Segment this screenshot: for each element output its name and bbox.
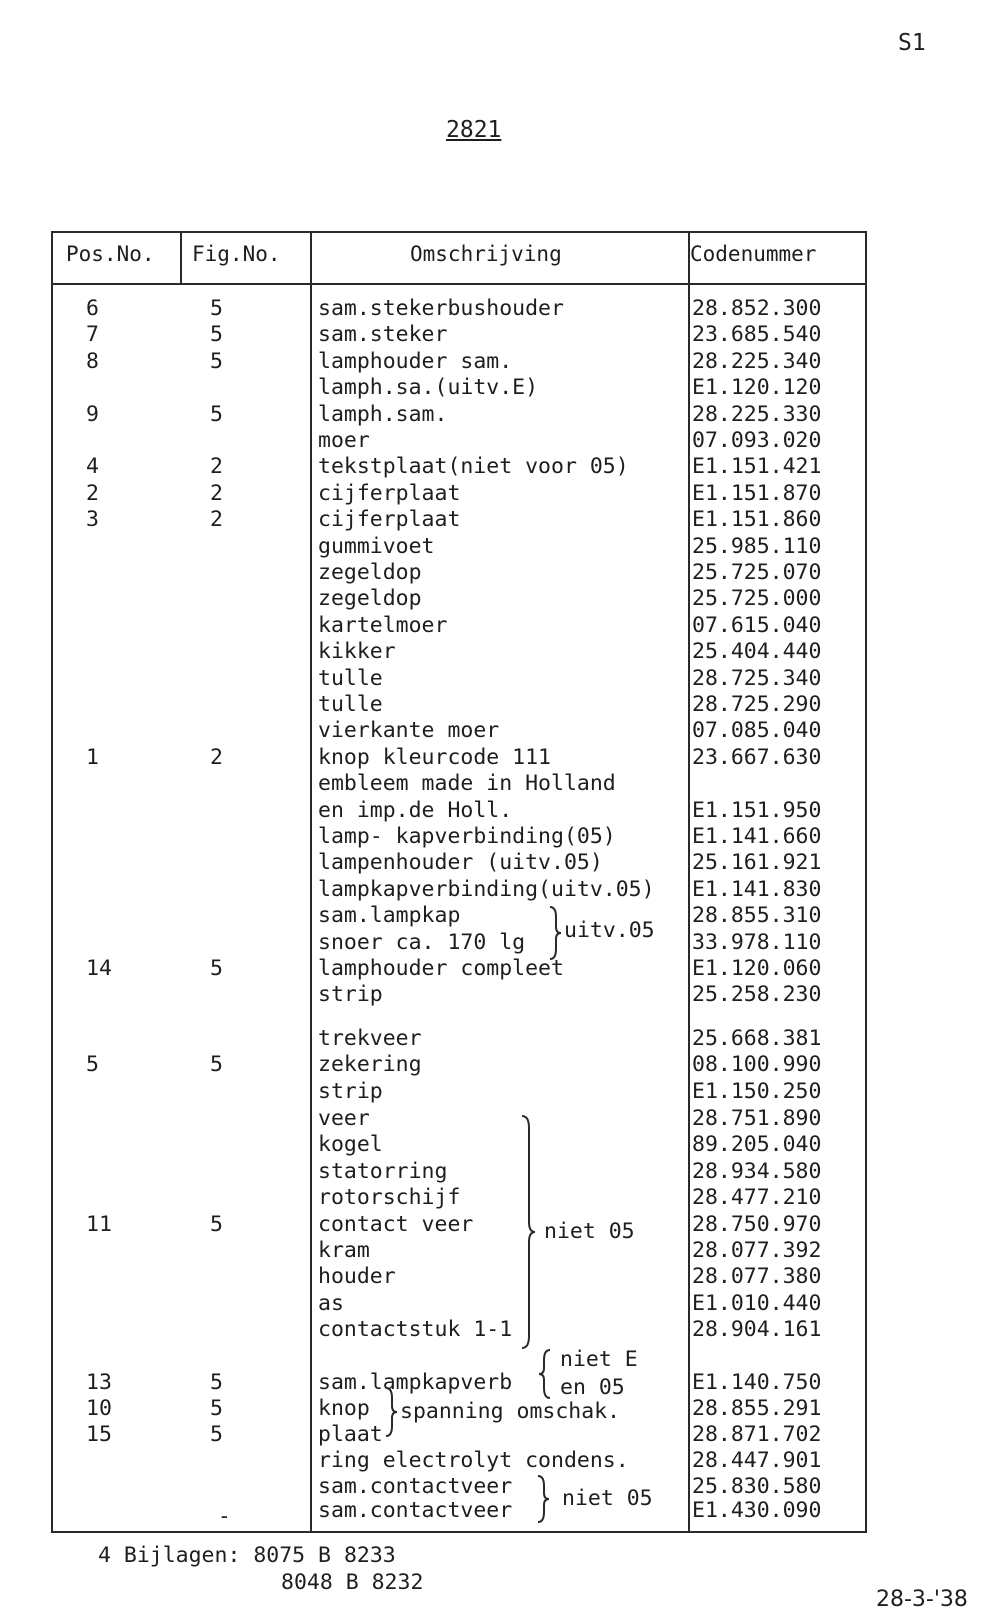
row-description: sam.contactveer: [318, 1498, 513, 1523]
row-code-number: 25.668.381: [692, 1026, 822, 1051]
row-description: tulle: [318, 692, 383, 717]
row-description: knop: [318, 1396, 370, 1421]
row-description: lamph.sam.: [318, 401, 448, 427]
row-pos-no: 10: [86, 1396, 112, 1421]
brace-uitv05: [548, 905, 562, 961]
row-code-number: E1.120.060: [692, 956, 822, 981]
row-code-number: 28.077.392: [692, 1238, 822, 1263]
footer-line-2: 8048 B 8232: [281, 1570, 424, 1595]
row-fig-no: 5: [210, 401, 223, 427]
row-description: strip: [318, 1078, 383, 1104]
row-description: statorring: [318, 1158, 448, 1184]
footer-line-1: 4 Bijlagen: 8075 B 8233: [98, 1543, 396, 1568]
column-divider-desc-code: [688, 231, 690, 1533]
row-description: sam.steker: [318, 322, 448, 348]
row-code-number: 25.830.580: [692, 1474, 822, 1499]
row-pos-no: 8: [86, 348, 99, 374]
header-divider: [51, 283, 867, 285]
row-code-number: 25.161.921: [692, 850, 822, 876]
row-description: plaat: [318, 1422, 383, 1447]
note-uitv05: uitv.05: [564, 918, 655, 943]
row-pos-no: 3: [86, 507, 99, 533]
header-code-number: Codenummer: [690, 242, 817, 266]
row-description: contactstuk 1-1: [318, 1317, 513, 1343]
row-description: sam.lampkap: [318, 903, 461, 929]
row-code-number: 28.225.330: [692, 401, 822, 427]
row-description: trekveer: [318, 1026, 422, 1051]
fig-dash: -: [218, 1504, 231, 1528]
row-description: embleem made in Holland: [318, 771, 616, 797]
document-title: 2821: [446, 117, 502, 143]
row-description: zegeldop: [318, 586, 422, 612]
row-description: zegeldop: [318, 560, 422, 585]
note-niet05-contactveer: niet 05: [562, 1486, 653, 1511]
row-code-number: E1.010.440: [692, 1290, 822, 1316]
row-description: kogel: [318, 1132, 383, 1158]
note-en-05: en 05: [560, 1375, 625, 1400]
row-description: lampenhouder (uitv.05): [318, 850, 603, 876]
document-date: 28-3-'38: [876, 1587, 968, 1612]
brace-spanning: [384, 1386, 398, 1438]
note-niet05-group: niet 05: [544, 1219, 635, 1244]
column-divider-fig-desc: [310, 231, 312, 1533]
brace-niet-e-en-05: [538, 1348, 552, 1400]
brace-niet05-contactveer: [536, 1474, 550, 1524]
row-code-number: 28.477.210: [692, 1185, 822, 1211]
row-fig-no: 2: [210, 454, 223, 480]
row-code-number: 07.615.040: [692, 612, 822, 638]
row-description: lamp- kapverbinding(05): [318, 824, 616, 849]
row-code-number: 33.978.110: [692, 929, 822, 955]
row-code-number: E1.141.660: [692, 824, 822, 849]
row-fig-no: 2: [210, 744, 223, 770]
row-description: knop kleurcode 111: [318, 744, 551, 770]
row-code-number: 25.404.440: [692, 639, 822, 665]
row-code-number: 89.205.040: [692, 1132, 822, 1158]
row-description: kram: [318, 1238, 370, 1263]
row-pos-no: 14: [86, 956, 112, 981]
row-code-number: E1.151.950: [692, 797, 822, 823]
row-fig-no: 5: [210, 348, 223, 374]
row-description: sam.stekerbushouder: [318, 296, 564, 321]
row-code-number: 25.725.070: [692, 560, 822, 585]
row-code-number: 28.904.161: [692, 1317, 822, 1343]
row-code-number: E1.430.090: [692, 1498, 822, 1523]
row-code-number: 28.225.340: [692, 348, 822, 374]
row-pos-no: 15: [86, 1422, 112, 1447]
row-description: kikker: [318, 639, 396, 665]
row-description: cijferplaat: [318, 507, 461, 533]
row-description: ring electrolyt condens.: [318, 1448, 629, 1473]
row-description: sam.lampkapverb: [318, 1370, 513, 1395]
row-fig-no: 5: [210, 1052, 223, 1078]
row-code-number: 28.871.702: [692, 1422, 822, 1447]
row-code-number: E1.140.750: [692, 1370, 822, 1395]
row-pos-no: 13: [86, 1370, 112, 1395]
row-code-number: 08.100.990: [692, 1052, 822, 1078]
row-code-number: 28.751.890: [692, 1106, 822, 1131]
row-fig-no: 2: [210, 507, 223, 533]
row-code-number: E1.150.250: [692, 1078, 822, 1104]
page-number: S1: [898, 30, 926, 56]
row-code-number: 23.685.540: [692, 322, 822, 348]
row-description: tekstplaat(niet voor 05): [318, 454, 629, 480]
row-description: tulle: [318, 665, 383, 691]
row-fig-no: 5: [210, 1422, 223, 1447]
row-code-number: 28.934.580: [692, 1158, 822, 1184]
row-description: lamph.sa.(uitv.E): [318, 375, 539, 401]
row-description: houder: [318, 1264, 396, 1290]
row-fig-no: 2: [210, 480, 223, 506]
row-description: kartelmoer: [318, 612, 448, 638]
footer-attachments: [98, 1542, 423, 1596]
row-code-number: 28.855.291: [692, 1396, 822, 1421]
row-code-number: 28.077.380: [692, 1264, 822, 1290]
row-description: sam.contactveer: [318, 1474, 513, 1499]
row-code-number: 07.085.040: [692, 718, 822, 744]
row-code-number: E1.151.421: [692, 454, 822, 480]
row-pos-no: 5: [86, 1052, 99, 1078]
row-pos-no: 7: [86, 322, 99, 348]
row-code-number: E1.120.120: [692, 375, 822, 401]
row-description: gummivoet: [318, 533, 435, 559]
row-description: lampkapverbinding(uitv.05): [318, 876, 655, 902]
row-pos-no: 4: [86, 454, 99, 480]
row-code-number: 25.258.230: [692, 982, 822, 1008]
row-description: veer: [318, 1106, 370, 1131]
row-code-number: 28.725.340: [692, 665, 822, 691]
row-description: en imp.de Holl.: [318, 797, 513, 823]
row-pos-no: 2: [86, 480, 99, 506]
row-fig-no: 5: [210, 1396, 223, 1421]
row-description: snoer ca. 170 lg: [318, 929, 526, 955]
row-pos-no: 1: [86, 744, 99, 770]
brace-niet05: [520, 1114, 536, 1350]
row-fig-no: 5: [210, 1211, 223, 1237]
row-code-number: E1.151.870: [692, 480, 822, 506]
row-fig-no: 5: [210, 956, 223, 981]
row-code-number: 23.667.630: [692, 744, 822, 770]
row-description: lamphouder sam.: [318, 348, 513, 374]
row-description: rotorschijf: [318, 1185, 461, 1211]
row-code-number: 28.750.970: [692, 1211, 822, 1237]
row-code-number: E1.141.830: [692, 876, 822, 902]
row-description: vierkante moer: [318, 718, 500, 744]
note-spanning-omschak: spanning omschak.: [400, 1399, 621, 1424]
row-description: lamphouder compleet: [318, 956, 564, 981]
row-code-number: 28.447.901: [692, 1448, 822, 1473]
header-pos-no: Pos.No.: [66, 242, 155, 266]
row-pos-no: 9: [86, 401, 99, 427]
row-code-number: 25.725.000: [692, 586, 822, 612]
row-fig-no: 5: [210, 1370, 223, 1395]
row-code-number: 25.985.110: [692, 533, 822, 559]
row-description: moer: [318, 428, 370, 453]
column-divider-pos-fig: [180, 231, 182, 283]
row-code-number: 28.852.300: [692, 296, 822, 321]
row-code-number: 28.855.310: [692, 903, 822, 929]
header-description: Omschrijving: [410, 242, 562, 266]
row-pos-no: 11: [86, 1211, 112, 1237]
row-description: zekering: [318, 1052, 422, 1078]
row-description: cijferplaat: [318, 480, 461, 506]
row-description: as: [318, 1290, 344, 1316]
row-pos-no: 6: [86, 296, 99, 321]
row-fig-no: 5: [210, 296, 223, 321]
row-code-number: 07.093.020: [692, 428, 822, 453]
row-code-number: E1.151.860: [692, 507, 822, 533]
row-fig-no: 5: [210, 322, 223, 348]
row-description: contact veer: [318, 1211, 474, 1237]
row-code-number: 28.725.290: [692, 692, 822, 717]
header-fig-no: Fig.No.: [192, 242, 281, 266]
note-niet-e: niet E: [560, 1347, 638, 1372]
row-description: strip: [318, 982, 383, 1008]
